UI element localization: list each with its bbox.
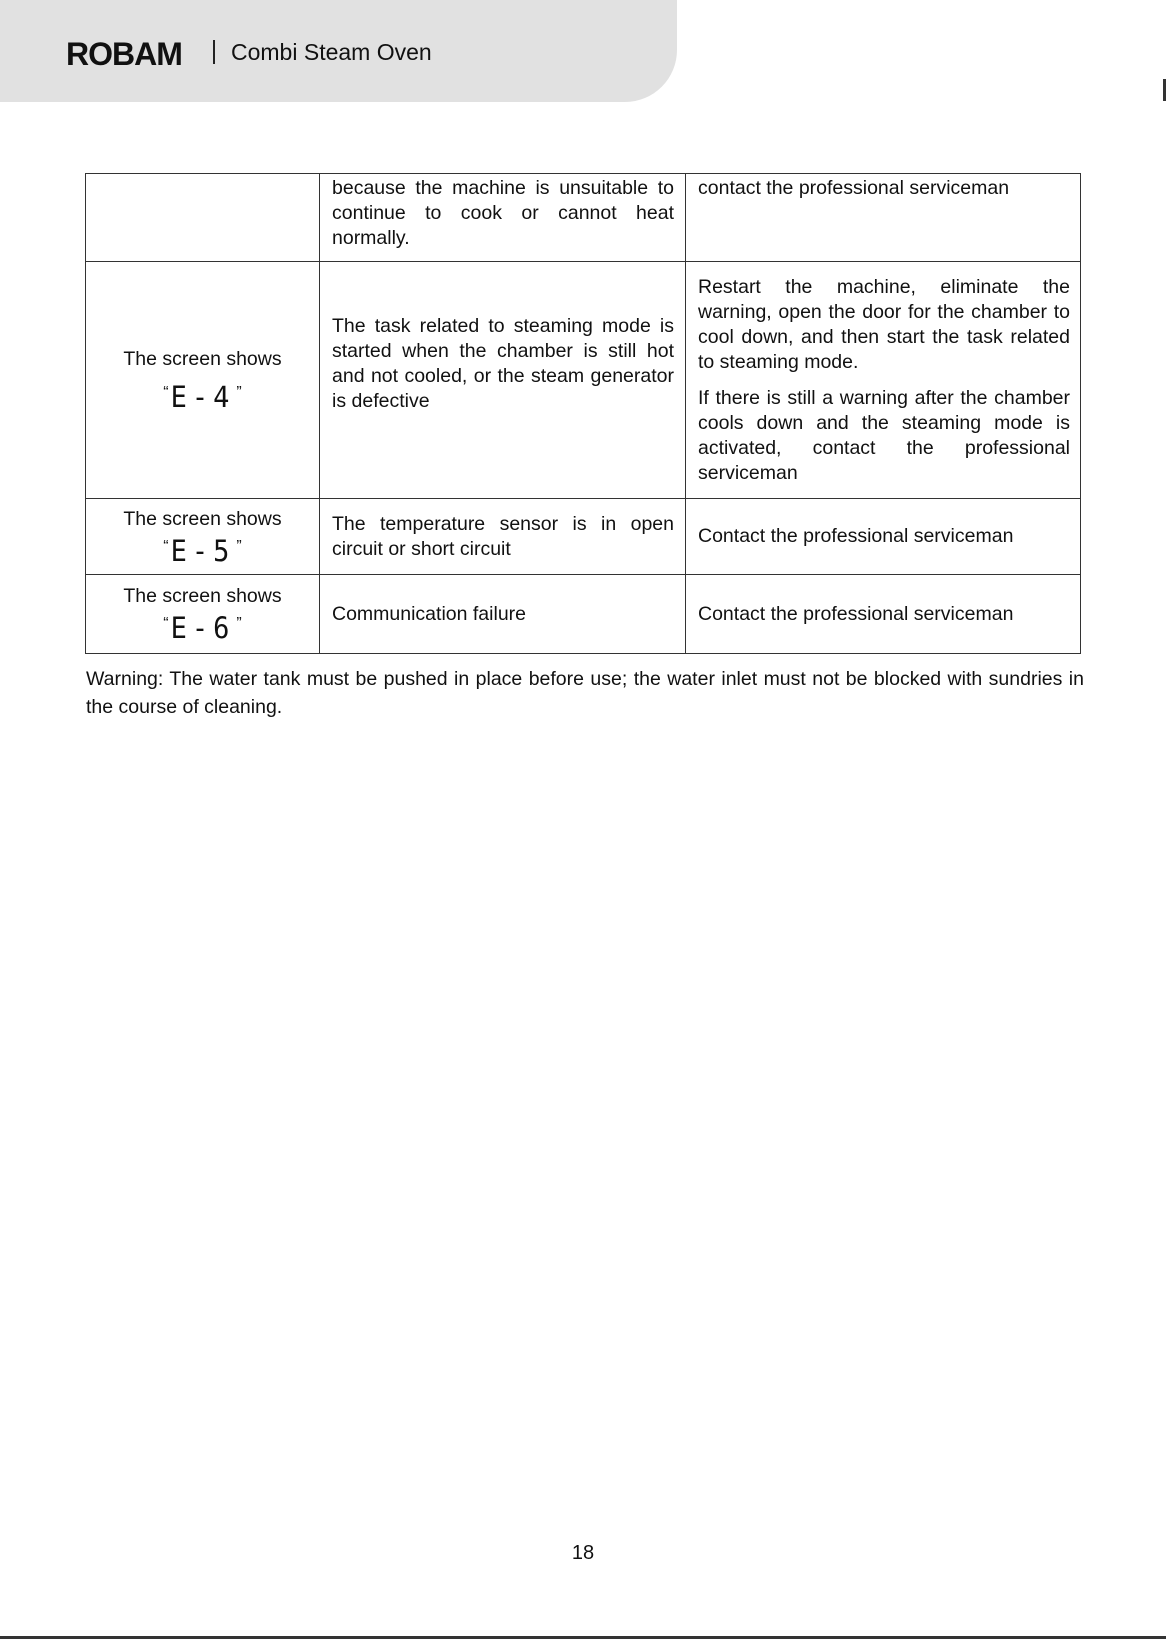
error-code-display	[161, 380, 243, 413]
solution-cell	[686, 262, 1081, 499]
cause-text: The task related to steaming mode is started when the chamber is still hot and not cooled, or the steam generator is defective	[332, 315, 674, 412]
symptom-cell	[86, 174, 320, 262]
symptom-text: The screen shows	[123, 348, 282, 370]
open-quote: “	[163, 537, 169, 555]
symptom-cell	[86, 262, 320, 499]
solution-text	[686, 275, 1080, 486]
troubleshooting-table	[85, 173, 1081, 654]
table-row	[86, 174, 1081, 262]
cause-text: Communication failure	[332, 602, 527, 625]
table-row	[86, 499, 1081, 575]
cause-text: The temperature sensor is in open circuit or short circuit	[332, 512, 674, 560]
table-row	[86, 262, 1081, 499]
error-code-display	[161, 611, 243, 644]
symptom-cell	[86, 499, 320, 575]
page-number: 18	[571, 1542, 595, 1564]
error-code: E-5	[170, 533, 235, 569]
table-row	[86, 575, 1081, 654]
header-divider	[213, 40, 215, 64]
solution-paragraph: If there is still a warning after the chamber cools down and the steaming mode is activated, contact the professional serviceman	[698, 386, 1070, 484]
error-code-display	[161, 534, 243, 567]
solution-paragraph: Restart the machine, eliminate the warning, open the door for the chamber to cool down, and then start the task related to steaming mode.	[698, 275, 1070, 373]
solution-text: Contact the professional serviceman	[698, 602, 1014, 625]
open-quote: “	[163, 615, 169, 632]
cause-cell	[320, 499, 686, 575]
close-quote: ”	[236, 384, 242, 401]
solution-text: contact the professional serviceman	[698, 177, 1010, 199]
warning-note: Warning: The water tank must be pushed in place before use; the water inlet must not be blocked with sundries in the course of cleaning.	[86, 668, 1084, 718]
symptom-cell	[86, 575, 320, 654]
close-quote: ”	[236, 615, 242, 632]
cause-text: because the machine is unsuitable to continue to cook or cannot heat normally.	[332, 177, 674, 249]
solution-cell	[686, 174, 1081, 262]
symptom-text: The screen shows	[123, 507, 282, 530]
error-code: E-6	[170, 611, 235, 646]
cause-cell	[320, 262, 686, 499]
cause-cell	[320, 174, 686, 262]
product-title: Combi Steam Oven	[231, 39, 432, 65]
solution-text: Contact the professional serviceman	[698, 525, 1014, 547]
symptom-text: The screen shows	[123, 585, 282, 607]
solution-cell	[686, 499, 1081, 575]
open-quote: “	[163, 384, 169, 401]
solution-cell	[686, 575, 1081, 654]
error-code: E-4	[170, 380, 235, 415]
close-quote: ”	[236, 537, 242, 555]
cause-cell	[320, 575, 686, 654]
brand-logo: ROBAM	[66, 36, 182, 72]
